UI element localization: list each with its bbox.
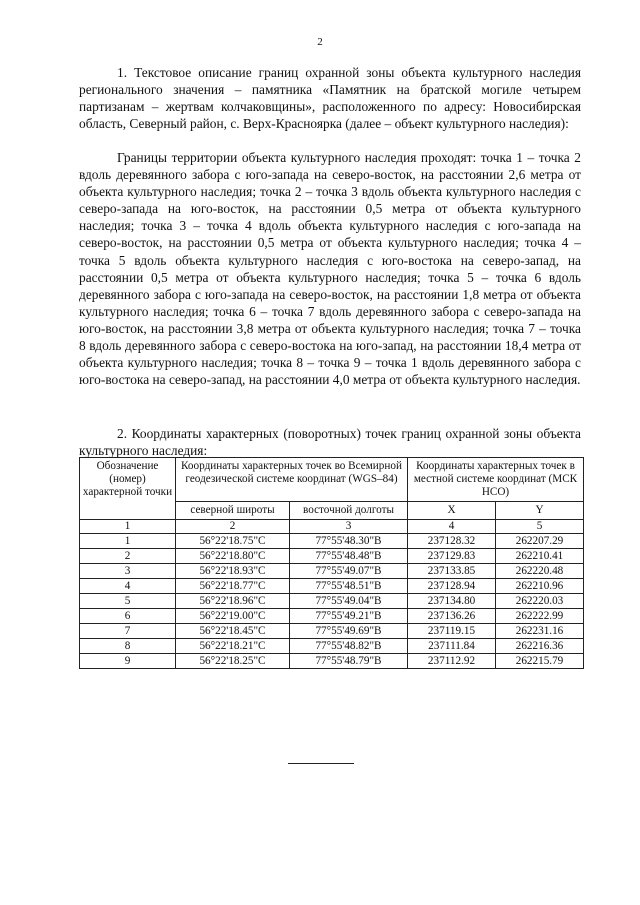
table-row: [80, 654, 584, 669]
cell-latitude: 56°22'18.25"С: [176, 654, 290, 669]
cell-point: 7: [80, 624, 176, 639]
cell-point: 1: [80, 534, 176, 549]
paragraph-coordinates-title: 2. Координаты характерных (поворотных) точек границ охранной зоны объекта культурного наследия:: [79, 426, 581, 459]
cell-y: 262210.96: [496, 579, 584, 594]
cell-x: 237133.85: [408, 564, 496, 579]
cell-longitude: 77°55'48.79"В: [290, 654, 408, 669]
header-y: Y: [496, 502, 584, 520]
paragraph-description-title: 1. Текстовое описание границ охранной зоны объекта культурного наследия регионального значения – памятника «Памятник на братской могиле четырем партизанам – жертвам колчаковщины», расположенного по адресу: Новосибирская область, Северный район, с. Верх-Красноярка (далее – объект культурного наследия):: [79, 65, 581, 132]
cell-y: 262215.79: [496, 654, 584, 669]
table-row: [80, 609, 584, 624]
cell-y: 262220.03: [496, 594, 584, 609]
cell-longitude: 77°55'49.07"В: [290, 564, 408, 579]
cell-longitude: 77°55'48.48"В: [290, 549, 408, 564]
cell-point: 9: [80, 654, 176, 669]
cell-latitude: 56°22'18.21"С: [176, 639, 290, 654]
column-number: 3: [290, 520, 408, 534]
cell-x: 237112.92: [408, 654, 496, 669]
table-row: [80, 549, 584, 564]
column-number: 5: [496, 520, 584, 534]
cell-longitude: 77°55'48.30"В: [290, 534, 408, 549]
coordinates-table: [79, 457, 584, 669]
column-numbers-row: [80, 520, 584, 534]
column-number: 4: [408, 520, 496, 534]
cell-point: 5: [80, 594, 176, 609]
cell-longitude: 77°55'49.04"В: [290, 594, 408, 609]
cell-y: 262231.16: [496, 624, 584, 639]
cell-latitude: 56°22'18.80"С: [176, 549, 290, 564]
header-x: X: [408, 502, 496, 520]
header-east-longitude: восточной долготы: [290, 502, 408, 520]
cell-point: 4: [80, 579, 176, 594]
table-row: [80, 639, 584, 654]
header-point-designation: Обозначение (номер) характерной точки: [80, 458, 176, 520]
cell-point: 6: [80, 609, 176, 624]
column-number: 2: [176, 520, 290, 534]
table-row: [80, 534, 584, 549]
cell-latitude: 56°22'18.96"С: [176, 594, 290, 609]
cell-y: 262222.99: [496, 609, 584, 624]
cell-x: 237129.83: [408, 549, 496, 564]
cell-x: 237128.32: [408, 534, 496, 549]
header-local-group: Координаты характерных точек в местной системе координат (МСК НСО): [408, 458, 584, 502]
cell-longitude: 77°55'48.51"В: [290, 579, 408, 594]
cell-point: 8: [80, 639, 176, 654]
table-row: [80, 594, 584, 609]
cell-y: 262207.29: [496, 534, 584, 549]
cell-latitude: 56°22'18.75"С: [176, 534, 290, 549]
header-north-latitude: северной широты: [176, 502, 290, 520]
cell-longitude: 77°55'48.82"В: [290, 639, 408, 654]
column-number: 1: [80, 520, 176, 534]
cell-longitude: 77°55'49.21"В: [290, 609, 408, 624]
table-row: [80, 564, 584, 579]
cell-x: 237134.80: [408, 594, 496, 609]
cell-latitude: 56°22'19.00"С: [176, 609, 290, 624]
cell-y: 262216.36: [496, 639, 584, 654]
page-number: 2: [317, 36, 323, 48]
cell-point: 3: [80, 564, 176, 579]
cell-x: 237128.94: [408, 579, 496, 594]
cell-latitude: 56°22'18.77"С: [176, 579, 290, 594]
cell-x: 237136.26: [408, 609, 496, 624]
cell-point: 2: [80, 549, 176, 564]
table-row: [80, 579, 584, 594]
cell-longitude: 77°55'49.69"В: [290, 624, 408, 639]
paragraph-boundaries: Границы территории объекта культурного наследия проходят: точка 1 – точка 2 вдоль деревянного забора с юго-запада на северо-восток, на расстоянии 2,6 метра от объекта культурного наследия; точка 2 – точка 3 вдоль объекта культурного наследия с северо-запада на юго-восток, на расстоянии 0,5 метра от объекта культурного наследия; точка 3 – точка 4 вдоль объекта культурного наследия с юго-запада на северо-восток, на расстоянии 0,5 метра от объекта культурного наследия; точка 4 – точка 5 вдоль объекта культурного наследия с юго-востока на северо-запад, на расстоянии 0,5 метра от объекта культурного наследия; точка 5 – точка 6 вдоль деревянного забора с юго-запада на северо-восток, на расстоянии 1,8 метра от объекта культурного наследия; точка 6 – точка 7 вдоль деревянного забора с северо-запада на юго-восток, на расстоянии 3,8 метра от объекта культурного наследия; точка 7 – точка 8 вдоль деревянного забора с северо-востока на юго-запад, на расстоянии 18,4 метра от объекта культурного наследия; точка 8 – точка 9 – точка 1 вдоль деревянного забора с юго-востока на северо-запад, на расстоянии 4,0 метра от объекта культурного наследия.: [79, 150, 581, 388]
cell-y: 262210.41: [496, 549, 584, 564]
header-wgs-group: Координаты характерных точек во Всемирной геодезической системе координат (WGS–84): [176, 458, 408, 502]
cell-latitude: 56°22'18.93"С: [176, 564, 290, 579]
table-row: [80, 624, 584, 639]
cell-x: 237111.84: [408, 639, 496, 654]
footer-divider-line: [288, 763, 354, 764]
cell-x: 237119.15: [408, 624, 496, 639]
cell-latitude: 56°22'18.45"С: [176, 624, 290, 639]
cell-y: 262220.48: [496, 564, 584, 579]
